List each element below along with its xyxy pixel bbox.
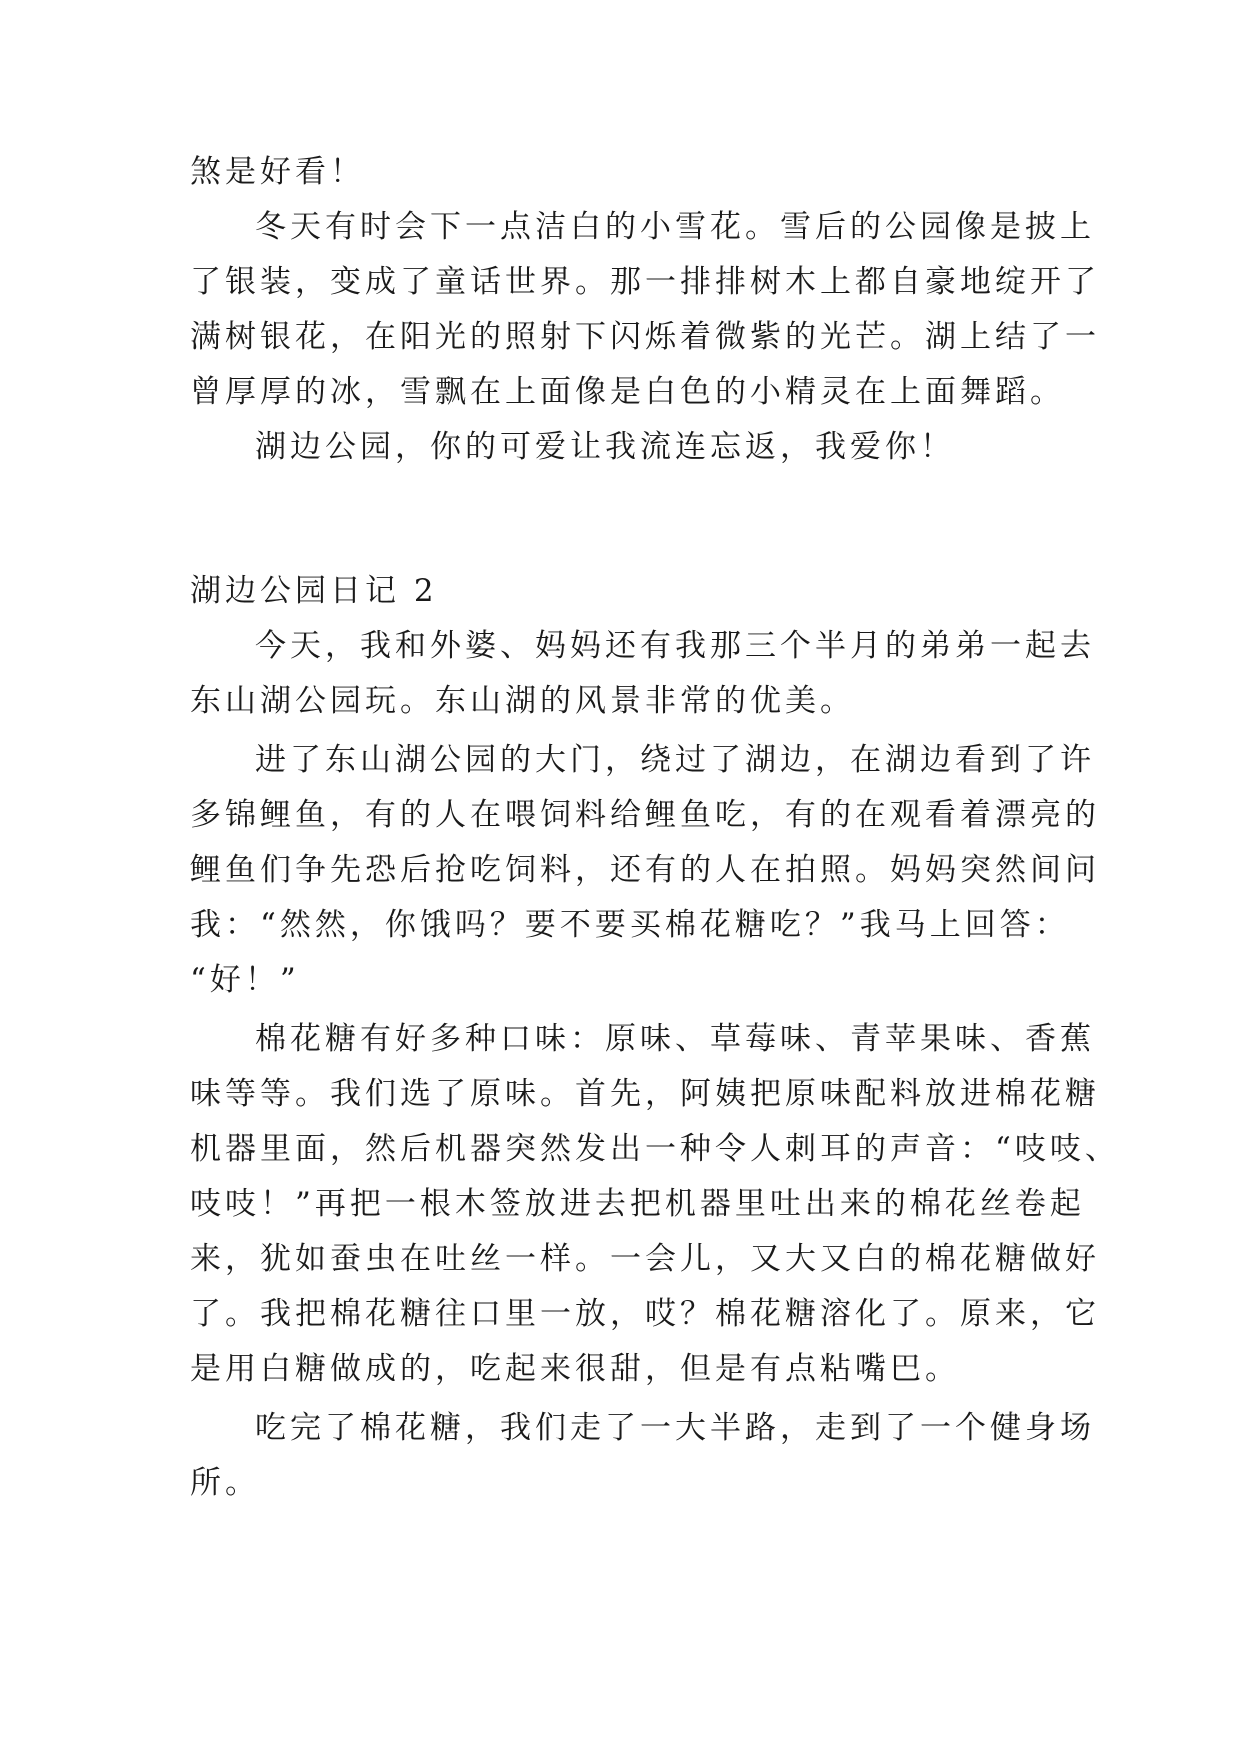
text-line: 冬天有时会下一点洁白的小雪花。雪后的公园像是披上 — [255, 209, 1095, 245]
text-line: 今天，我和外婆、妈妈还有我那三个半月的弟弟一起去 — [255, 628, 1095, 664]
text-line: 所。 — [190, 1465, 260, 1501]
text-line: 曾厚厚的冰，雪飘在上面像是白色的小精灵在上面舞蹈。 — [190, 374, 1065, 410]
text-line: 满树银花，在阳光的照射下闪烁着微紫的光芒。湖上结了一 — [190, 319, 1100, 355]
text-line: 了。我把棉花糖往口里一放，哎？棉花糖溶化了。原来，它 — [190, 1296, 1100, 1332]
text-line: 我：“然然，你饿吗？要不要买棉花糖吃？”我马上回答： — [190, 907, 1070, 943]
text-line: 进了东山湖公园的大门，绕过了湖边，在湖边看到了许 — [255, 742, 1095, 778]
text-line: 吃完了棉花糖，我们走了一大半路，走到了一个健身场 — [255, 1410, 1095, 1446]
text-line: 湖边公园，你的可爱让我流连忘返，我爱你！ — [255, 429, 955, 465]
text-line: 味等等。我们选了原味。首先，阿姨把原味配料放进棉花糖 — [190, 1076, 1100, 1112]
text-line: 棉花糖有好多种口味：原味、草莓味、青苹果味、香蕉 — [255, 1021, 1095, 1057]
text-line: 东山湖公园玩。东山湖的风景非常的优美。 — [190, 683, 855, 719]
text-line: 了银装，变成了童话世界。那一排排树木上都自豪地绽开了 — [190, 264, 1100, 300]
text-line: 多锦鲤鱼，有的人在喂饲料给鲤鱼吃，有的在观看着漂亮的 — [190, 797, 1100, 833]
text-line: 机器里面，然后机器突然发出一种令人刺耳的声音：“吱吱、 — [190, 1131, 1120, 1167]
text-line: 吱吱！”再把一根木签放进去把机器里吐出来的棉花丝卷起 — [190, 1186, 1085, 1222]
section-heading: 湖边公园日记 2 — [190, 573, 438, 609]
text-line: 煞是好看！ — [190, 154, 365, 190]
text-line: 是用白糖做成的，吃起来很甜，但是有点粘嘴巴。 — [190, 1351, 960, 1387]
text-line: 鲤鱼们争先恐后抢吃饲料，还有的人在拍照。妈妈突然间问 — [190, 852, 1100, 888]
text-line: “好！” — [190, 962, 300, 998]
text-line: 来，犹如蚕虫在吐丝一样。一会儿，又大又白的棉花糖做好 — [190, 1241, 1100, 1277]
